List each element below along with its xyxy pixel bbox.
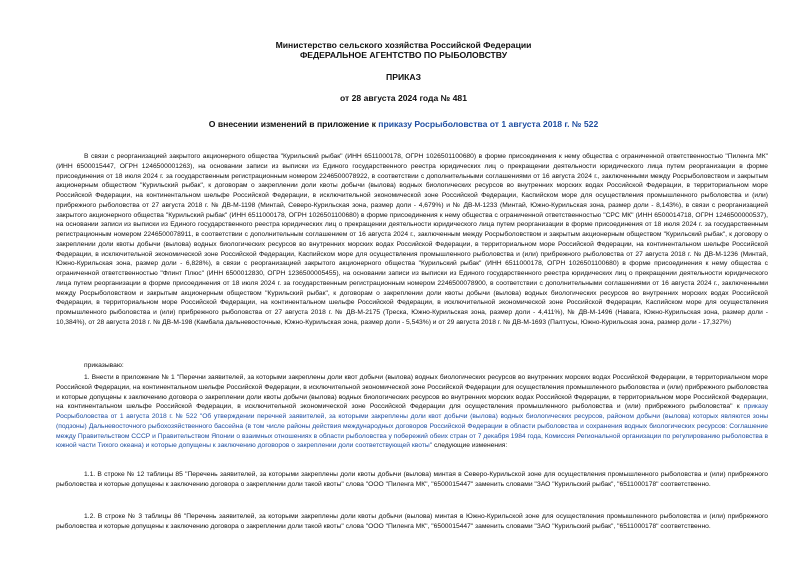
title-order-link[interactable]: приказу Росрыболовства от 1 августа 2018 г. № 522 <box>378 119 599 129</box>
item-1-paragraph <box>56 373 768 451</box>
item-1-text-end: следующие изменения: <box>432 442 508 450</box>
title-prefix: О внесении изменений в приложение к <box>208 119 379 129</box>
order-word: приказываю: <box>84 362 124 369</box>
order-522-link[interactable]: приказу Росрыболовства от 1 августа 2018 г. № 522 "Об утверждении перечней заявителей, за которыми закреплены доли квот добычи (вылова) водных биологических ресурсов, районом добычи (вылова) которых являются зоны (подзоны) Дальневосточного рыбохозяйственного бассейна (в том числе районы действия международных договоров Российской Федерации в области рыболовства и сохранения водных биологических ресурсов: Соглашение между Правительством СССР и Правительством Японии о взаимных отношениях в области рыболовства у побережий обеих стран от 7 декабря 1984 года, Комиссия Региональной организации по регулированию рыболовства в южной части Тихого океана) и которые допущены к заключению договоров о закреплении доли соответствующей квоты" <box>56 403 768 450</box>
agency-name: ФЕДЕРАЛЬНОЕ АГЕНТСТВО ПО РЫБОЛОВСТВУ <box>299 50 508 60</box>
document-date-number: от 28 августа 2024 года № 481 <box>340 93 467 103</box>
ministry-name: Министерство сельского хозяйства Российской Федерации <box>275 40 532 50</box>
item-1-1-paragraph: 1.1. В строке № 12 таблицы 85 "Перечень заявителей, за которыми закреплены доли квоты добычи (вылова) минтая в Северо-Курильской зоне для осуществления промышленного рыболовства и (или) прибрежного рыболовства и которые допущены к заключению договора о закреплении доли такой квоты" слова "ООО "Пиленга МК", "6500015447" заменить словами "ЗАО "Курильский рыбак", "6511000178" соответственно. <box>56 471 768 488</box>
item-1-2-paragraph: 1.2. В строке № 3 таблицы 86 "Перечень заявителей, за которыми закреплены доли квоты добычи (вылова) минтая в Южно-Курильской зоне для осуществления промышленного рыболовства и (или) прибрежного рыболовства и которые допущены к заключению договора о закреплении доли такой квоты" слова "ООО "Пиленга МК", "6500015447" заменить словами "ЗАО "Курильский рыбак", "6511000178" соответственно. <box>56 513 768 530</box>
preamble-paragraph: В связи с реорганизацией закрытого акционерного общества "Курильский рыбак" (ИНН 6511000178, ОГРН 1026501100680) в форме присоединения к нему общества с ограниченной ответственностью "Пиленга МК" (ИНН 6500015447, ОГРН 1246500001263), на основании записи из выписки из Единого государственного реестра юридических лиц о прекращении деятельности юридического лица путем реорганизации в форме присоединения от 18 июля 2024 г. за государственным регистрационным номером 2246500078922, в соответствии с дополнительными соглашениями от 16 августа 2024 г., заключенными между Росрыболовством и закрытым акционерным обществом "Курильский рыбак", к договорам о закреплении доли квоты добычи (вылова) водных биологических ресурсов во внутренних морских водах Российской Федерации, в территориальном море Российской Федерации, на континентальном шельфе Российской Федерации, в исключительной экономической зоне Российской Федерации, Каспийском море для осуществления промышленного рыболовства и (или) прибрежного рыболовства от 27 августа 2018 г. № ДВ-М-1198 (Минтай, Северо-Курильская зона, размер доли - 4,679%) и № ДВ-М-1233 (Минтай, Южно-Курильская зона, размер доли - 8,143%), в связи с реорганизацией закрытого акционерного общества "Курильский рыбак" (ИНН 6511000178, ОГРН 1026501100680) в форме присоединения к нему общества с ограниченной ответственностью "СРС МК" (ИНН 6500014718, ОГРН 1246500000537), на основании записи из выписки из Единого государственного реестра юридических лиц о прекращении деятельности юридического лица путем реорганизации в форме присоединения от 18 июля 2024 г. за государственным регистрационным номером 2246500078911, в соответствии с дополнительным соглашением от 16 августа 2024 г., заключенным между Росрыболовством и закрытым акционерным обществом "Курильский рыбак", к договору о закреплении доли квоты добычи (вылова) водных биологических ресурсов во внутренних морских водах Российской Федерации, в территориальном море Российской Федерации, на континентальном шельфе Российской Федерации, в исключительной экономической зоне Российской Федерации, Каспийском море для осуществления промышленного рыболовства и (или) прибрежного рыболовства от 27 августа 2018 г. № ДВ-М-1236 (Минтай, Южно-Курильская зона, размер доли - 6,828%), в связи с реорганизацией закрытого акционерного общества "Курильский рыбак" (ИНН 6511000178, ОГРН 1026501100680) в форме присоединения к нему общества с ограниченной ответственностью "Флинт Плюс" (ИНН 6500012830, ОГРН 1236500005455), на основании записи из выписки из Единого государственного реестра юридических лиц о прекращении деятельности юридического лица путем реорганизации в форме присоединения от 18 июля 2024 г. за государственным регистрационным номером 2246500078900, в соответствии с дополнительными соглашениями от 16 августа 2024 г., заключенными между Росрыболовством и закрытым акционерным обществом "Курильский рыбак", к договорам о закреплении доли квоты добычи (вылова) водных биологических ресурсов во внутренних морских водах Российской Федерации, в территориальном море Российской Федерации, на континентальном шельфе Российской Федерации, в исключительной экономической зоне Российской Федерации, Каспийском море для осуществления промышленного рыболовства и (или) прибрежного рыболовства от 27 августа 2018 г. № ДВ-М-2175 (Треска, Южно-Курильская зона, размер доли - 4,411%), № ДВ-М-1496 (Навага, Южно-Курильская зона, размер доли - 10,384%), от 28 августа 2018 г. № ДВ-М-198 (Камбала дальневосточные, Южно-Курильская зона, размер доли - 5,543%) и от 29 августа 2018 г. № ДВ-М-1693 (Палтусы, Южно-Курильская зона, размер доли - 17,327%) <box>56 153 768 326</box>
document-type: ПРИКАЗ <box>386 72 421 82</box>
document-title <box>0 119 807 129</box>
item-1-text: 1. Внести в приложение № 1 "Перечни заявителей, за которыми закреплены доли квот добычи (вылова) водных биологических ресурсов во внутренних морских водах Российской Федерации, в территориальном море Российской Федерации, на континентальном шельфе Российской Федерации, в исключительной экономической зоне Российской Федерации для осуществления промышленного рыболовства и (или) прибрежного рыболовства и которые допущены к заключению договора о закреплении доли квоты добычи (вылова) водных биологических ресурсов во внутренних морских водах Российской Федерации, в территориальном море Российской Федерации, на континентальном шельфе Российской Федерации, в исключительной экономической зоне Российской Федерации для осуществления промышленного рыболовства и (или) прибрежного рыболовства" к <box>56 374 768 411</box>
